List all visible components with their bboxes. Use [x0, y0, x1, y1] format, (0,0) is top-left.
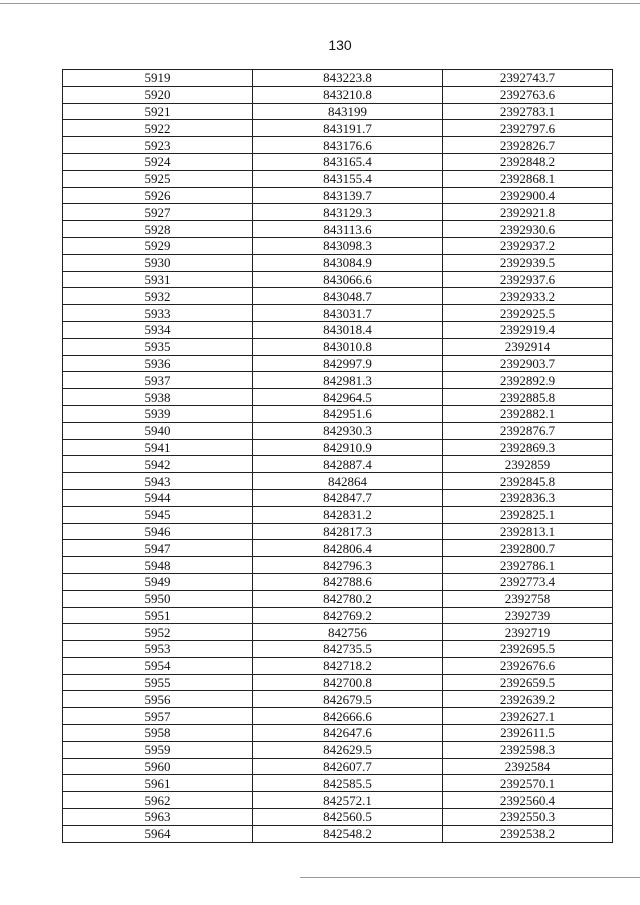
point-number-cell: 5945	[63, 506, 253, 523]
y-coordinate-cell: 2392925.5	[443, 305, 613, 322]
table-row	[63, 321, 613, 338]
x-coordinate-cell: 843129.3	[253, 204, 443, 221]
y-coordinate-cell: 2392676.6	[443, 657, 613, 674]
table-row	[63, 355, 613, 372]
y-coordinate-cell: 2392848.2	[443, 153, 613, 170]
point-number-cell: 5957	[63, 708, 253, 725]
x-coordinate-cell: 843113.6	[253, 221, 443, 238]
x-coordinate-cell: 842735.5	[253, 641, 443, 658]
point-number-cell: 5959	[63, 741, 253, 758]
y-coordinate-cell: 2392695.5	[443, 641, 613, 658]
table-row	[63, 405, 613, 422]
table-row	[63, 288, 613, 305]
point-number-cell: 5958	[63, 725, 253, 742]
point-number-cell: 5948	[63, 557, 253, 574]
x-coordinate-cell: 843066.6	[253, 271, 443, 288]
y-coordinate-cell: 2392868.1	[443, 170, 613, 187]
x-coordinate-cell: 842951.6	[253, 405, 443, 422]
y-coordinate-cell: 2392743.7	[443, 70, 613, 87]
y-coordinate-cell: 2392570.1	[443, 775, 613, 792]
point-number-cell: 5920	[63, 86, 253, 103]
x-coordinate-cell: 842756	[253, 624, 443, 641]
table-row	[63, 607, 613, 624]
y-coordinate-cell: 2392611.5	[443, 725, 613, 742]
point-number-cell: 5963	[63, 809, 253, 826]
point-number-cell: 5940	[63, 422, 253, 439]
x-coordinate-cell: 843191.7	[253, 120, 443, 137]
x-coordinate-cell: 842548.2	[253, 825, 443, 842]
x-coordinate-cell: 842780.2	[253, 590, 443, 607]
x-coordinate-cell: 842629.5	[253, 741, 443, 758]
point-number-cell: 5921	[63, 103, 253, 120]
table-row	[63, 657, 613, 674]
table-row	[63, 456, 613, 473]
y-coordinate-cell: 2392892.9	[443, 372, 613, 389]
y-coordinate-cell: 2392933.2	[443, 288, 613, 305]
y-coordinate-cell: 2392859	[443, 456, 613, 473]
point-number-cell: 5938	[63, 389, 253, 406]
table-row	[63, 271, 613, 288]
point-number-cell: 5927	[63, 204, 253, 221]
y-coordinate-cell: 2392845.8	[443, 473, 613, 490]
y-coordinate-cell: 2392758	[443, 590, 613, 607]
x-coordinate-cell: 842910.9	[253, 439, 443, 456]
table-row	[63, 254, 613, 271]
x-coordinate-cell: 842572.1	[253, 792, 443, 809]
table-row	[63, 506, 613, 523]
point-number-cell: 5943	[63, 473, 253, 490]
point-number-cell: 5936	[63, 355, 253, 372]
x-coordinate-cell: 843139.7	[253, 187, 443, 204]
y-coordinate-cell: 2392900.4	[443, 187, 613, 204]
y-coordinate-cell: 2392719	[443, 624, 613, 641]
y-coordinate-cell: 2392659.5	[443, 674, 613, 691]
coordinates-table	[62, 69, 613, 843]
table-row	[63, 674, 613, 691]
x-coordinate-cell: 842847.7	[253, 489, 443, 506]
x-coordinate-cell: 842647.6	[253, 725, 443, 742]
x-coordinate-cell: 842796.3	[253, 557, 443, 574]
point-number-cell: 5937	[63, 372, 253, 389]
point-number-cell: 5956	[63, 691, 253, 708]
point-number-cell: 5964	[63, 825, 253, 842]
table-row	[63, 590, 613, 607]
table-row	[63, 540, 613, 557]
point-number-cell: 5950	[63, 590, 253, 607]
x-coordinate-cell: 842585.5	[253, 775, 443, 792]
table-row	[63, 809, 613, 826]
y-coordinate-cell: 2392939.5	[443, 254, 613, 271]
table-row	[63, 473, 613, 490]
point-number-cell: 5933	[63, 305, 253, 322]
point-number-cell: 5925	[63, 170, 253, 187]
point-number-cell: 5934	[63, 321, 253, 338]
y-coordinate-cell: 2392882.1	[443, 405, 613, 422]
table-row	[63, 573, 613, 590]
y-coordinate-cell: 2392885.8	[443, 389, 613, 406]
x-coordinate-cell: 842679.5	[253, 691, 443, 708]
table-row	[63, 86, 613, 103]
x-coordinate-cell: 843210.8	[253, 86, 443, 103]
point-number-cell: 5941	[63, 439, 253, 456]
table-row	[63, 120, 613, 137]
y-coordinate-cell: 2392560.4	[443, 792, 613, 809]
x-coordinate-cell: 842997.9	[253, 355, 443, 372]
table-body	[63, 70, 613, 843]
point-number-cell: 5919	[63, 70, 253, 87]
table-row	[63, 170, 613, 187]
x-coordinate-cell: 843098.3	[253, 237, 443, 254]
table-row	[63, 557, 613, 574]
x-coordinate-cell: 843165.4	[253, 153, 443, 170]
x-coordinate-cell: 842607.7	[253, 758, 443, 775]
y-coordinate-cell: 2392813.1	[443, 523, 613, 540]
x-coordinate-cell: 843010.8	[253, 338, 443, 355]
x-coordinate-cell: 842769.2	[253, 607, 443, 624]
point-number-cell: 5923	[63, 137, 253, 154]
x-coordinate-cell: 842864	[253, 473, 443, 490]
point-number-cell: 5928	[63, 221, 253, 238]
y-coordinate-cell: 2392797.6	[443, 120, 613, 137]
point-number-cell: 5952	[63, 624, 253, 641]
y-coordinate-cell: 2392921.8	[443, 204, 613, 221]
y-coordinate-cell: 2392783.1	[443, 103, 613, 120]
x-coordinate-cell: 843223.8	[253, 70, 443, 87]
table-row	[63, 758, 613, 775]
point-number-cell: 5935	[63, 338, 253, 355]
table-row	[63, 237, 613, 254]
point-number-cell: 5949	[63, 573, 253, 590]
x-coordinate-cell: 842831.2	[253, 506, 443, 523]
table-row	[63, 137, 613, 154]
y-coordinate-cell: 2392773.4	[443, 573, 613, 590]
x-coordinate-cell: 842887.4	[253, 456, 443, 473]
table-row	[63, 439, 613, 456]
point-number-cell: 5961	[63, 775, 253, 792]
y-coordinate-cell: 2392914	[443, 338, 613, 355]
point-number-cell: 5960	[63, 758, 253, 775]
point-number-cell: 5942	[63, 456, 253, 473]
x-coordinate-cell: 842817.3	[253, 523, 443, 540]
table-row	[63, 624, 613, 641]
point-number-cell: 5932	[63, 288, 253, 305]
point-number-cell: 5951	[63, 607, 253, 624]
x-coordinate-cell: 843018.4	[253, 321, 443, 338]
point-number-cell: 5953	[63, 641, 253, 658]
x-coordinate-cell: 843084.9	[253, 254, 443, 271]
table-row	[63, 725, 613, 742]
x-coordinate-cell: 842981.3	[253, 372, 443, 389]
table-row	[63, 422, 613, 439]
table-row	[63, 489, 613, 506]
top-rule	[0, 3, 640, 4]
point-number-cell: 5922	[63, 120, 253, 137]
table-row	[63, 338, 613, 355]
y-coordinate-cell: 2392876.7	[443, 422, 613, 439]
x-coordinate-cell: 842666.6	[253, 708, 443, 725]
y-coordinate-cell: 2392800.7	[443, 540, 613, 557]
x-coordinate-cell: 842930.3	[253, 422, 443, 439]
table-row	[63, 103, 613, 120]
x-coordinate-cell: 843199	[253, 103, 443, 120]
x-coordinate-cell: 843031.7	[253, 305, 443, 322]
y-coordinate-cell: 2392903.7	[443, 355, 613, 372]
point-number-cell: 5946	[63, 523, 253, 540]
y-coordinate-cell: 2392930.6	[443, 221, 613, 238]
point-number-cell: 5930	[63, 254, 253, 271]
point-number-cell: 5929	[63, 237, 253, 254]
table-row	[63, 70, 613, 87]
x-coordinate-cell: 843048.7	[253, 288, 443, 305]
y-coordinate-cell: 2392919.4	[443, 321, 613, 338]
point-number-cell: 5926	[63, 187, 253, 204]
y-coordinate-cell: 2392937.2	[443, 237, 613, 254]
table-row	[63, 305, 613, 322]
table-row	[63, 741, 613, 758]
point-number-cell: 5947	[63, 540, 253, 557]
y-coordinate-cell: 2392763.6	[443, 86, 613, 103]
y-coordinate-cell: 2392836.3	[443, 489, 613, 506]
y-coordinate-cell: 2392584	[443, 758, 613, 775]
bottom-rule	[300, 877, 640, 878]
y-coordinate-cell: 2392825.1	[443, 506, 613, 523]
table-row	[63, 641, 613, 658]
x-coordinate-cell: 842718.2	[253, 657, 443, 674]
x-coordinate-cell: 842806.4	[253, 540, 443, 557]
table-row	[63, 204, 613, 221]
table-row	[63, 187, 613, 204]
point-number-cell: 5924	[63, 153, 253, 170]
point-number-cell: 5944	[63, 489, 253, 506]
y-coordinate-cell: 2392639.2	[443, 691, 613, 708]
table-row	[63, 691, 613, 708]
y-coordinate-cell: 2392937.6	[443, 271, 613, 288]
table-row	[63, 221, 613, 238]
table-row	[63, 389, 613, 406]
point-number-cell: 5939	[63, 405, 253, 422]
y-coordinate-cell: 2392739	[443, 607, 613, 624]
table-row	[63, 708, 613, 725]
y-coordinate-cell: 2392598.3	[443, 741, 613, 758]
point-number-cell: 5962	[63, 792, 253, 809]
y-coordinate-cell: 2392550.3	[443, 809, 613, 826]
x-coordinate-cell: 842788.6	[253, 573, 443, 590]
y-coordinate-cell: 2392538.2	[443, 825, 613, 842]
page-number: 130	[328, 37, 352, 53]
y-coordinate-cell: 2392869.3	[443, 439, 613, 456]
x-coordinate-cell: 843155.4	[253, 170, 443, 187]
x-coordinate-cell: 842964.5	[253, 389, 443, 406]
y-coordinate-cell: 2392627.1	[443, 708, 613, 725]
table-row	[63, 792, 613, 809]
y-coordinate-cell: 2392826.7	[443, 137, 613, 154]
y-coordinate-cell: 2392786.1	[443, 557, 613, 574]
point-number-cell: 5955	[63, 674, 253, 691]
table-row	[63, 825, 613, 842]
table-row	[63, 153, 613, 170]
point-number-cell: 5931	[63, 271, 253, 288]
x-coordinate-cell: 842700.8	[253, 674, 443, 691]
table-row	[63, 523, 613, 540]
x-coordinate-cell: 842560.5	[253, 809, 443, 826]
table-row	[63, 372, 613, 389]
point-number-cell: 5954	[63, 657, 253, 674]
x-coordinate-cell: 843176.6	[253, 137, 443, 154]
table-row	[63, 775, 613, 792]
